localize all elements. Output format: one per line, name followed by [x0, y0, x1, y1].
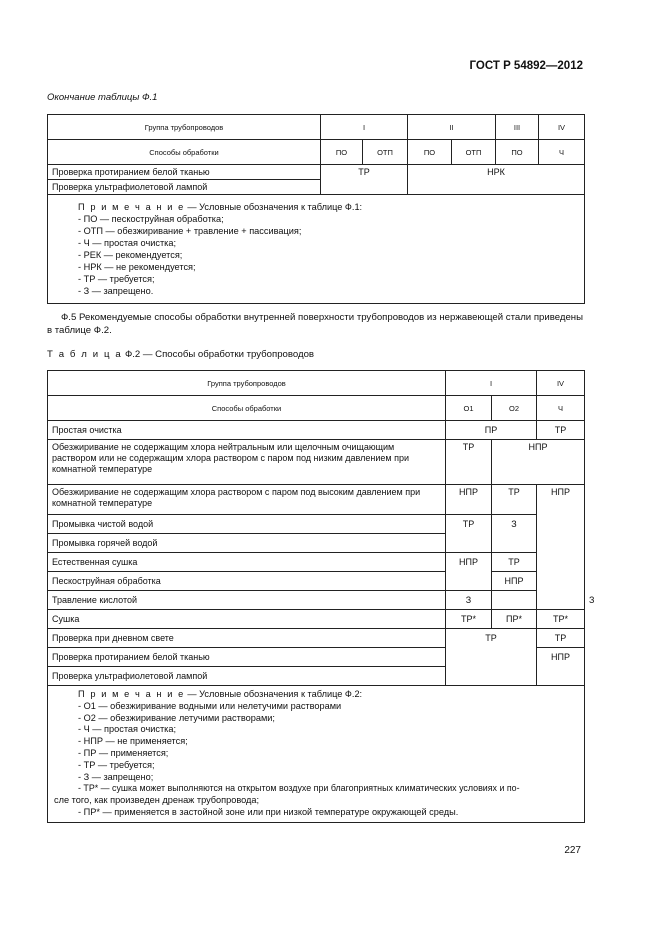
- table2-cell: ТР: [492, 485, 537, 515]
- table2-method: Ч: [537, 396, 585, 421]
- table-row: Травление кислотой З З: [48, 591, 585, 610]
- table1-row-label: Проверка протиранием белой тканью: [48, 165, 321, 180]
- standard-header: ГОСТ Р 54892—2012: [469, 60, 583, 72]
- table2-row-label: Сушка: [48, 610, 446, 629]
- table-row: [48, 421, 585, 440]
- table2-cell: З: [446, 591, 492, 610]
- note-title: П р и м е ч а н и е: [78, 202, 185, 212]
- table1-note-row: [48, 195, 585, 304]
- table1-method: ОТП: [363, 140, 408, 165]
- table1-group-4: IV: [539, 115, 585, 140]
- table2-cell: ТР: [492, 553, 537, 572]
- table-f2: [47, 370, 595, 823]
- table1-cell-group1: ТР: [321, 165, 408, 195]
- table-row: [48, 165, 585, 180]
- table2-cell: НПР: [492, 440, 585, 485]
- table2-row-label: Простая очистка: [48, 421, 446, 440]
- table2-cell: ПР*: [492, 610, 537, 629]
- note-item-continuation: сле того, как произведен дренаж трубопровода;: [54, 795, 260, 806]
- table1-group-row: [48, 115, 585, 140]
- note-item: - ТР — требуется;: [78, 759, 155, 770]
- table1-ending-caption: Окончание таблицы Ф.1: [47, 92, 158, 103]
- table2-cell: ТР: [446, 515, 492, 553]
- note-intro: — Условные обозначения к таблице Ф.2:: [184, 689, 363, 699]
- table2-note-row: [48, 686, 585, 823]
- note-item: - О2 — обезжиривание летучими растворами;: [78, 712, 275, 723]
- table-row: [48, 440, 585, 485]
- table2-row-label: Естественная сушка: [48, 553, 446, 572]
- paragraph-f5: [47, 311, 583, 337]
- table-row: [48, 610, 585, 629]
- table2-cell: НПР: [537, 648, 585, 686]
- table2-method-row: [48, 396, 585, 421]
- table2-group-4: IV: [537, 371, 585, 396]
- caption-rest: Ф.2 — Способы обработки трубопроводов: [122, 349, 315, 360]
- table2-group-label: Группа трубопроводов: [48, 371, 446, 396]
- table2-cell: З: [492, 515, 537, 553]
- table2-row-label: Обезжиривание не содержащим хлора нейтральным или щелочным очищающим раствором или не содержащим хлора раствором с паром под низким давлением при комнатной температуре: [48, 440, 446, 485]
- table2-cell: ТР*: [446, 610, 492, 629]
- table2-row-label: Промывка чистой водой: [48, 515, 446, 534]
- note-item: - ОТП — обезжиривание + травление + пассивация;: [78, 226, 302, 236]
- table2-row-label: Проверка протиранием белой тканью: [48, 648, 446, 667]
- table2-group-row: [48, 371, 585, 396]
- table1-method-row: [48, 140, 585, 165]
- table2-cell: НПР: [492, 572, 537, 591]
- table-row: [48, 485, 585, 515]
- table1-group-1: I: [321, 115, 408, 140]
- note-item: - З — запрещено;: [78, 771, 154, 782]
- table2-row-label: Промывка горячей водой: [48, 534, 446, 553]
- table1-method: ПО: [496, 140, 539, 165]
- table2-cell: [492, 591, 537, 610]
- table1-method: Ч: [539, 140, 585, 165]
- table2-cell: ТР: [446, 629, 537, 686]
- table2-caption: [47, 349, 314, 360]
- table1-group-label: Группа трубопроводов: [48, 115, 321, 140]
- note-item: - НРК — не рекомендуется;: [78, 262, 196, 272]
- table-row: [48, 629, 585, 648]
- table2-row-label: Проверка ультрафиолетовой лампой: [48, 667, 446, 686]
- note-item: - О1 — обезжиривание водными или нелетучими растворами: [78, 700, 342, 711]
- table2-cell: ТР: [537, 421, 585, 440]
- table2-row-label: Пескоструйная обработка: [48, 572, 446, 591]
- table1-method: ОТП: [452, 140, 496, 165]
- table2-cell: ПР: [446, 421, 537, 440]
- table2-row-label: Травление кислотой: [48, 591, 446, 610]
- table2-cell: ТР: [537, 629, 585, 648]
- table2-row-label: Проверка при дневном свете: [48, 629, 446, 648]
- table1-group-3: III: [496, 115, 539, 140]
- note-item: - З — запрещено.: [78, 286, 154, 296]
- note-item: - ПО — пескоструйная обработка;: [78, 214, 224, 224]
- table2-row-label: Обезжиривание не содержащим хлора раствором с паром под высоким давлением при комнатной температуре: [48, 485, 446, 515]
- table2-cell: ТР*: [537, 610, 585, 629]
- table1-method: ПО: [321, 140, 363, 165]
- table-row: [48, 553, 585, 572]
- caption-word: Т а б л и ц а: [47, 349, 123, 360]
- table1-cell-rest: НРК: [408, 165, 585, 195]
- note-item: - ТР* — сушка может выполняются на открытом воздухе при благоприятных климатических условиях и по-: [78, 783, 520, 794]
- table1-method-label: Способы обработки: [48, 140, 321, 165]
- table-row: [48, 572, 585, 591]
- note-item: - РЕК — рекомендуется;: [78, 250, 183, 260]
- table1-row-label: Проверка ультрафиолетовой лампой: [48, 180, 321, 195]
- table1-method: ПО: [408, 140, 452, 165]
- table-row: [48, 515, 585, 534]
- note-item: - Ч — простая очистка;: [78, 238, 177, 248]
- note-item: - НПР — не применяется;: [78, 736, 188, 747]
- note-item: - ПР* — применяется в застойной зоне или при низкой температуре окружающей среды.: [78, 806, 459, 817]
- table2-cell: НПР: [446, 553, 492, 591]
- table1-note: [48, 195, 585, 304]
- note-item: - ПР — применяется;: [78, 747, 169, 758]
- table1-group-2: II: [408, 115, 496, 140]
- paragraph-text: Ф.5 Рекомендуемые способы обработки внутренней поверхности трубопроводов из нержавеющей стали приведены в таблице Ф.2.: [47, 312, 583, 336]
- page-number: 227: [564, 845, 581, 856]
- table2-method: О1: [446, 396, 492, 421]
- note-item: - Ч — простая очистка;: [78, 724, 177, 735]
- table2-method: О2: [492, 396, 537, 421]
- note-item: - ТР — требуется;: [78, 274, 155, 284]
- table2-method-label: Способы обработки: [48, 396, 446, 421]
- table2-group-1: I: [446, 371, 537, 396]
- table2-cell: НПР: [537, 485, 585, 610]
- table2-cell: НПР: [446, 485, 492, 515]
- note-title: П р и м е ч а н и е: [78, 689, 185, 699]
- note-intro: — Условные обозначения к таблице Ф.1:: [184, 202, 363, 212]
- table-f1: [47, 114, 585, 304]
- table2-cell: ТР: [446, 440, 492, 485]
- table2-note: [48, 686, 585, 823]
